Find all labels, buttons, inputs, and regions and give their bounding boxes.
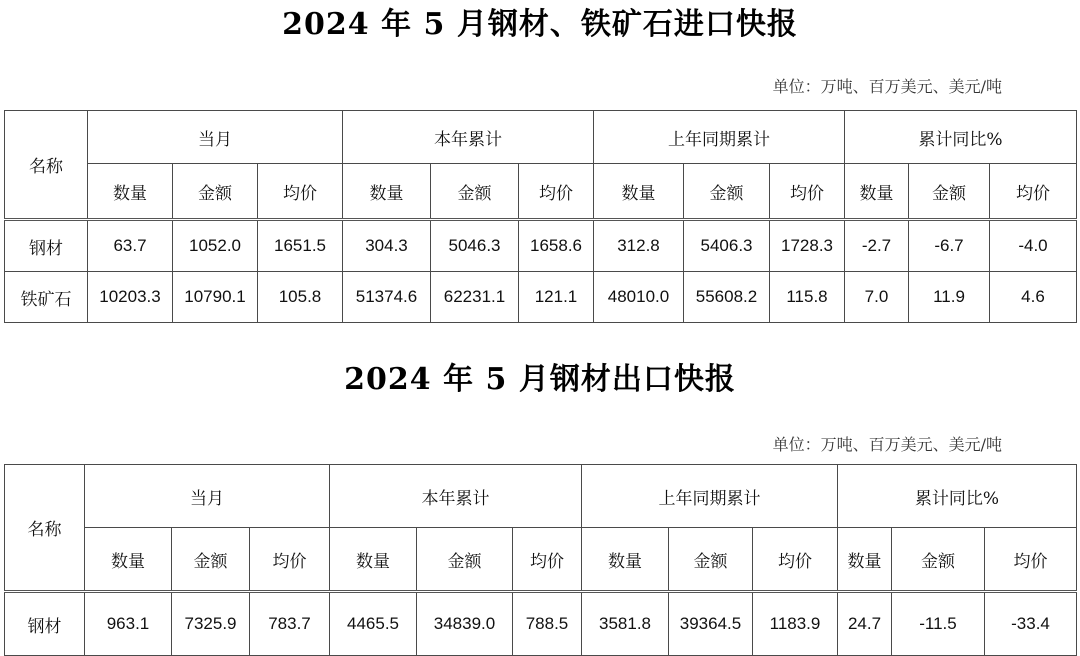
table-cell: 55608.2 [684,272,770,323]
table-header-sub-row [5,164,1077,220]
group-header-yoy-percent: 累计同比% [838,465,1077,528]
group-header-ytd: 本年累计 [330,465,582,528]
table-cell: 4.6 [990,272,1077,323]
group-header-prev-year-ytd: 上年同期累计 [582,465,838,528]
col-header-avg-price: 均价 [753,528,838,592]
col-header-avg-price: 均价 [250,528,330,592]
table-cell: 788.5 [513,592,582,656]
group-header-yoy-percent: 累计同比% [845,111,1077,164]
col-header-amount: 金额 [909,164,990,220]
col-header-qty: 数量 [85,528,172,592]
table-cell: 312.8 [594,220,684,272]
table-cell: -11.5 [892,592,985,656]
table-cell: 3581.8 [582,592,669,656]
column-header-name: 名称 [5,111,88,220]
col-header-amount: 金额 [173,164,258,220]
col-header-qty: 数量 [594,164,684,220]
table-cell: -6.7 [909,220,990,272]
row-header-steel: 钢材 [5,592,85,656]
table-cell: 5406.3 [684,220,770,272]
table-cell: 1183.9 [753,592,838,656]
col-header-amount: 金额 [431,164,519,220]
table-cell: 7325.9 [172,592,250,656]
col-header-qty: 数量 [330,528,417,592]
col-header-qty: 数量 [343,164,431,220]
col-header-amount: 金额 [417,528,513,592]
import-report-title: 2024 年 5 月钢材、铁矿石进口快报 [282,7,798,42]
col-header-qty: 数量 [88,164,173,220]
group-header-prev-year-ytd: 上年同期累计 [594,111,845,164]
table-cell: 11.9 [909,272,990,323]
col-header-avg-price: 均价 [519,164,594,220]
import-report-table [4,110,1077,323]
col-header-avg-price: 均价 [990,164,1077,220]
table-cell: 1651.5 [258,220,343,272]
row-header-iron-ore: 铁矿石 [5,272,88,323]
table-cell: -2.7 [845,220,909,272]
col-header-amount: 金额 [172,528,250,592]
col-header-qty: 数量 [845,164,909,220]
table-cell: 963.1 [85,592,172,656]
column-header-name: 名称 [5,465,85,592]
table-row-steel [5,220,1077,272]
col-header-amount: 金额 [892,528,985,592]
table-cell: 1658.6 [519,220,594,272]
table-cell: 115.8 [770,272,845,323]
col-header-avg-price: 均价 [513,528,582,592]
table-row-steel [5,592,1077,656]
row-header-steel: 钢材 [5,220,88,272]
export-report-title: 2024 年 5 月钢材出口快报 [344,362,736,397]
table-cell: -33.4 [985,592,1077,656]
table-cell: 10203.3 [88,272,173,323]
group-header-ytd: 本年累计 [343,111,594,164]
col-header-amount: 金额 [669,528,753,592]
table-cell: 63.7 [88,220,173,272]
table-cell: 10790.1 [173,272,258,323]
col-header-qty: 数量 [582,528,669,592]
table-cell: 39364.5 [669,592,753,656]
table-row-iron-ore [5,272,1077,323]
table-header-sub-row [5,528,1077,592]
table-header-group-row [5,465,1077,528]
table-cell: 1052.0 [173,220,258,272]
table-header-group-row [5,111,1077,164]
export-unit-note: 单位：万吨、百万美元、美元/吨 [772,435,1002,454]
table-cell: 62231.1 [431,272,519,323]
col-header-avg-price: 均价 [258,164,343,220]
table-cell: 105.8 [258,272,343,323]
table-cell: 24.7 [838,592,892,656]
table-cell: 304.3 [343,220,431,272]
table-cell: 783.7 [250,592,330,656]
table-cell: 1728.3 [770,220,845,272]
import-unit-note: 单位：万吨、百万美元、美元/吨 [772,77,1002,96]
table-cell: 34839.0 [417,592,513,656]
table-cell: 5046.3 [431,220,519,272]
table-cell: 7.0 [845,272,909,323]
table-cell: 48010.0 [594,272,684,323]
table-cell: -4.0 [990,220,1077,272]
group-header-current-month: 当月 [88,111,343,164]
export-report-table [4,464,1077,656]
col-header-amount: 金额 [684,164,770,220]
group-header-current-month: 当月 [85,465,330,528]
table-cell: 121.1 [519,272,594,323]
table-cell: 4465.5 [330,592,417,656]
table-cell: 51374.6 [343,272,431,323]
col-header-avg-price: 均价 [770,164,845,220]
col-header-avg-price: 均价 [985,528,1077,592]
col-header-qty: 数量 [838,528,892,592]
